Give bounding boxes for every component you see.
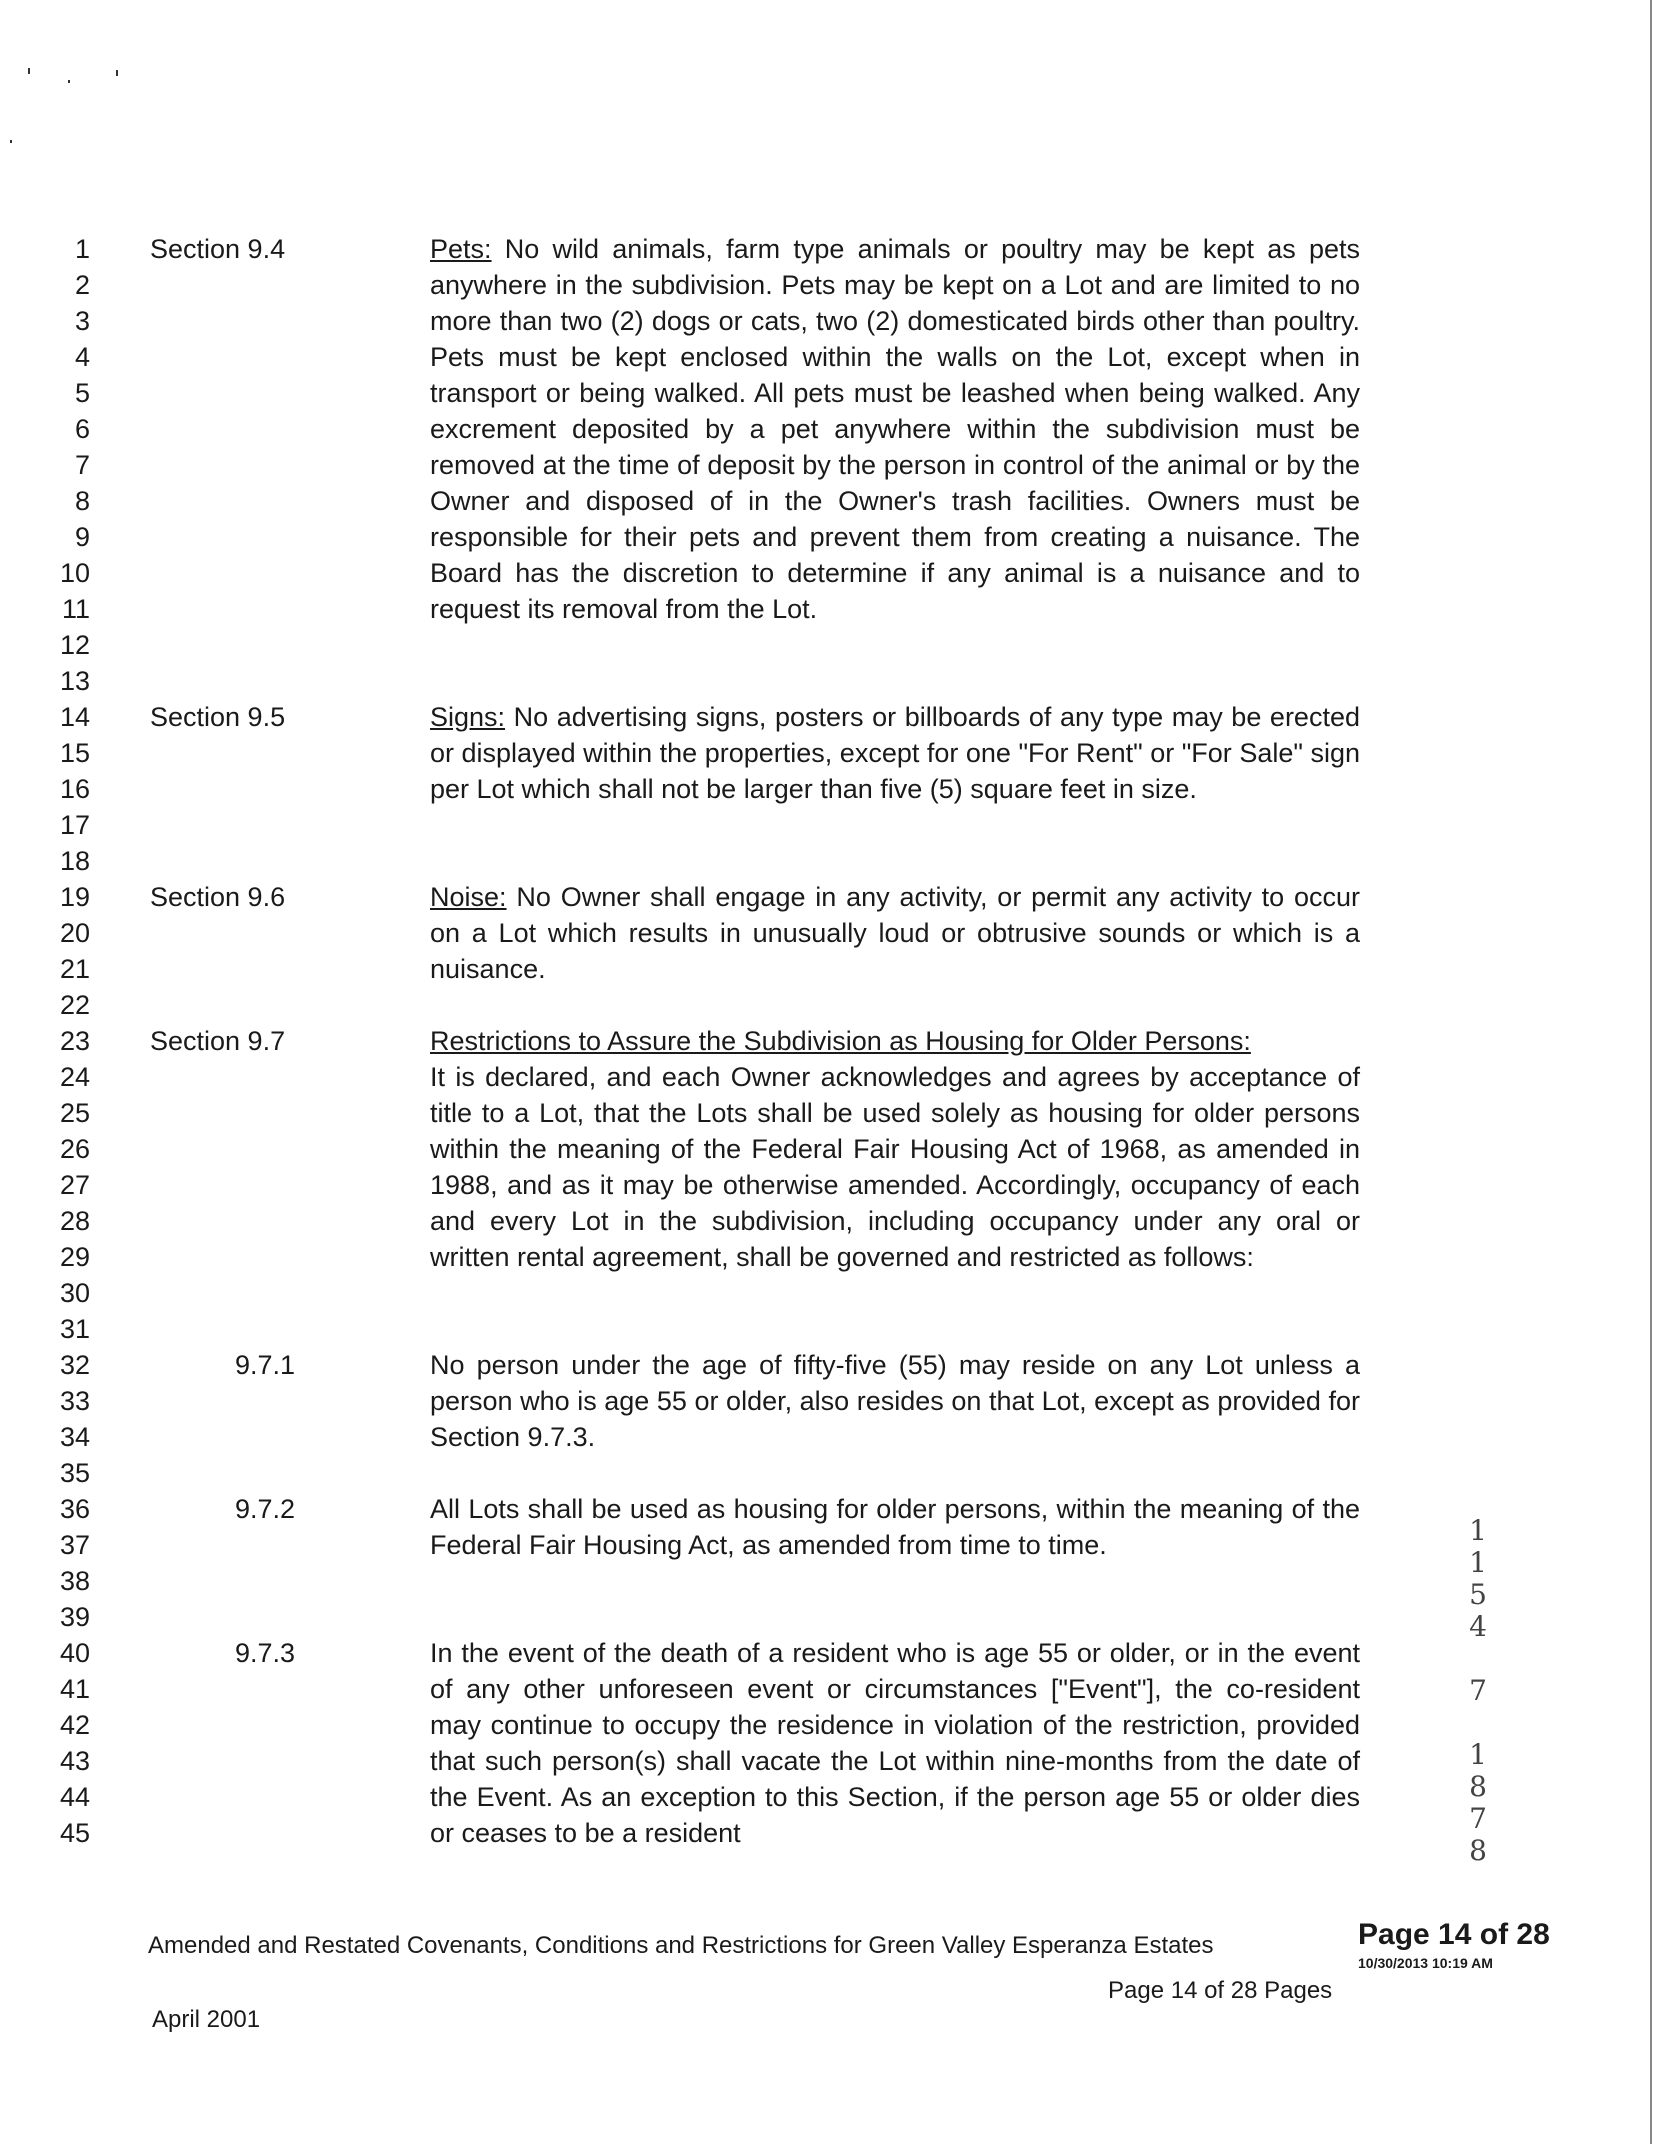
section-9-5-body (430, 699, 1360, 807)
line-number: 15 (59, 738, 90, 768)
recorder-page-stamp: Page 14 of 28 (1358, 1918, 1550, 1951)
line-number: 45 (59, 1818, 90, 1848)
line-number: 22 (59, 990, 90, 1020)
section-9-7-heading: Restrictions to Assure the Subdivision as Housing for Older Persons: (430, 1026, 1251, 1056)
line-number: 37 (59, 1530, 90, 1560)
line-number: 6 (74, 414, 90, 444)
line-number: 14 (59, 702, 90, 732)
line-number: 38 (59, 1566, 90, 1596)
line-number: 28 (59, 1206, 90, 1236)
section-9-7-text: It is declared, and each Owner acknowledges and agrees by acceptance of title to a Lot, that the Lots shall be used solely as housing for older persons within the meaning of the Federal Fair Housing Act of 1968, as amended in 1988, and as it may be otherwise amended. Accordingly, occupancy of each and every Lot in the subdivision, including occupancy under any oral or written rental agreement, shall be governed and restricted as follows: (430, 1062, 1360, 1272)
line-number: 24 (59, 1062, 90, 1092)
line-number: 7 (74, 450, 90, 480)
line-number: 42 (59, 1710, 90, 1740)
section-9-7-3-text: In the event of the death of a resident who is age 55 or older, or in the event of any other unforeseen event or circumstances ["Event"], the co-resident may continue to occupy the residence in violation of the restriction, provided that such person(s) shall vacate the Lot within nine-months from the date of the Event. As an exception to this Section, if the person age 55 or older dies or ceases to be a resident (430, 1638, 1360, 1848)
scan-speck (10, 140, 12, 143)
recorder-number-char: 8 (1469, 1770, 1487, 1803)
line-number: 41 (59, 1674, 90, 1704)
section-9-4-heading: Pets: (430, 234, 492, 264)
section-9-5-label: Section 9.5 (150, 702, 286, 732)
page-edge-line (1650, 0, 1652, 2144)
footer-document-title: Amended and Restated Covenants, Conditions and Restrictions for Green Valley Esperanza Estates (148, 1932, 1214, 1959)
line-number: 21 (59, 954, 90, 984)
line-number: 11 (61, 594, 90, 624)
line-number: 16 (59, 774, 90, 804)
recorder-timestamp: 10/30/2013 10:19 AM (1358, 1955, 1493, 1971)
line-number: 5 (74, 378, 90, 408)
section-9-6-label: Section 9.6 (150, 882, 286, 912)
scan-speck (28, 68, 30, 74)
line-number: 25 (59, 1098, 90, 1128)
section-9-7-2-label: 9.7.2 (235, 1494, 296, 1524)
footer-page-info: Page 14 of 28 Pages (1108, 1977, 1333, 2004)
recorder-vertical-number (1466, 1515, 1490, 1867)
line-number: 27 (59, 1170, 90, 1200)
recorder-number-char: 1 (1469, 1546, 1487, 1579)
recorder-number-char: 7 (1469, 1674, 1487, 1707)
section-9-7-1-text: No person under the age of fifty-five (55) may reside on any Lot unless a person who is age 55 or older, also resides on that Lot, except as provided for Section 9.7.3. (430, 1350, 1360, 1452)
section-9-7-2-text: All Lots shall be used as housing for older persons, within the meaning of the Federal Fair Housing Act, as amended from time to time. (430, 1494, 1360, 1560)
line-number: 33 (59, 1386, 90, 1416)
line-number: 23 (59, 1026, 90, 1056)
section-9-4-text: No wild animals, farm type animals or poultry may be kept as pets anywhere in the subdivision. Pets may be kept on a Lot and are limited to no more than two (2) dogs or cats, two (2) domesticated birds other than poultry. Pets must be kept enclosed within the walls on the Lot, except when in transport or being walked. All pets must be leashed when being walked. Any excrement deposited by a pet anywhere within the subdivision must be removed at the time of deposit by the person in control of the animal or by the Owner and disposed of in the Owner's trash facilities. Owners must be responsible for their pets and prevent them from creating a nuisance. The Board has the discretion to determine if any animal is a nuisance and to request its removal from the Lot. (430, 234, 1360, 624)
line-number: 31 (59, 1314, 90, 1344)
section-9-4-label: Section 9.4 (150, 234, 286, 264)
line-number: 2 (74, 270, 90, 300)
line-number-column (40, 231, 90, 1851)
section-9-7-body (430, 1023, 1360, 1275)
line-number: 29 (59, 1242, 90, 1272)
section-9-6-text: No Owner shall engage in any activity, or permit any activity to occur on a Lot which results in unusually loud or obtrusive sounds or which is a nuisance. (430, 882, 1360, 984)
recorder-number-char: 8 (1469, 1834, 1487, 1867)
line-number: 30 (59, 1278, 90, 1308)
line-number: 3 (74, 306, 90, 336)
section-9-4-body (430, 231, 1360, 627)
line-number: 18 (59, 846, 90, 876)
line-number: 39 (59, 1602, 90, 1632)
line-number: 4 (74, 342, 90, 372)
line-number: 8 (74, 486, 90, 516)
line-number: 13 (59, 666, 90, 696)
section-9-7-1-label: 9.7.1 (235, 1350, 296, 1380)
recorder-number-char: 5 (1469, 1578, 1487, 1611)
line-number: 34 (59, 1422, 90, 1452)
recorder-number-char: 1 (1469, 1514, 1487, 1547)
recorder-number-char: 4 (1469, 1610, 1487, 1643)
section-9-5-heading: Signs: (430, 702, 506, 732)
recorder-number-char (1466, 1707, 1490, 1739)
line-number: 17 (59, 810, 90, 840)
footer-date: April 2001 (152, 2006, 261, 2033)
line-number: 44 (59, 1782, 90, 1812)
line-number: 32 (59, 1350, 90, 1380)
recorder-number-char: 7 (1469, 1802, 1487, 1835)
line-number: 10 (59, 558, 90, 588)
line-number: 43 (59, 1746, 90, 1776)
scan-speck (68, 80, 70, 83)
section-9-7-label: Section 9.7 (150, 1026, 286, 1056)
line-number: 9 (74, 522, 90, 552)
line-number: 12 (59, 630, 90, 660)
line-number: 35 (59, 1458, 90, 1488)
section-9-5-text: No advertising signs, posters or billboards of any type may be erected or displayed within the properties, except for one "For Rent" or "For Sale" sign per Lot which shall not be larger than five (5) square feet in size. (430, 702, 1360, 804)
section-9-6-heading: Noise: (430, 882, 507, 912)
line-number: 40 (59, 1638, 90, 1668)
section-9-7-3-label: 9.7.3 (235, 1638, 296, 1668)
section-9-6-body (430, 879, 1360, 987)
line-number: 36 (59, 1494, 90, 1524)
scan-speck (116, 70, 118, 76)
line-number: 20 (59, 918, 90, 948)
recorder-number-char (1466, 1643, 1490, 1675)
line-number: 26 (59, 1134, 90, 1164)
line-number: 1 (74, 234, 90, 264)
line-number: 19 (59, 882, 90, 912)
recorder-number-char: 1 (1469, 1738, 1487, 1771)
